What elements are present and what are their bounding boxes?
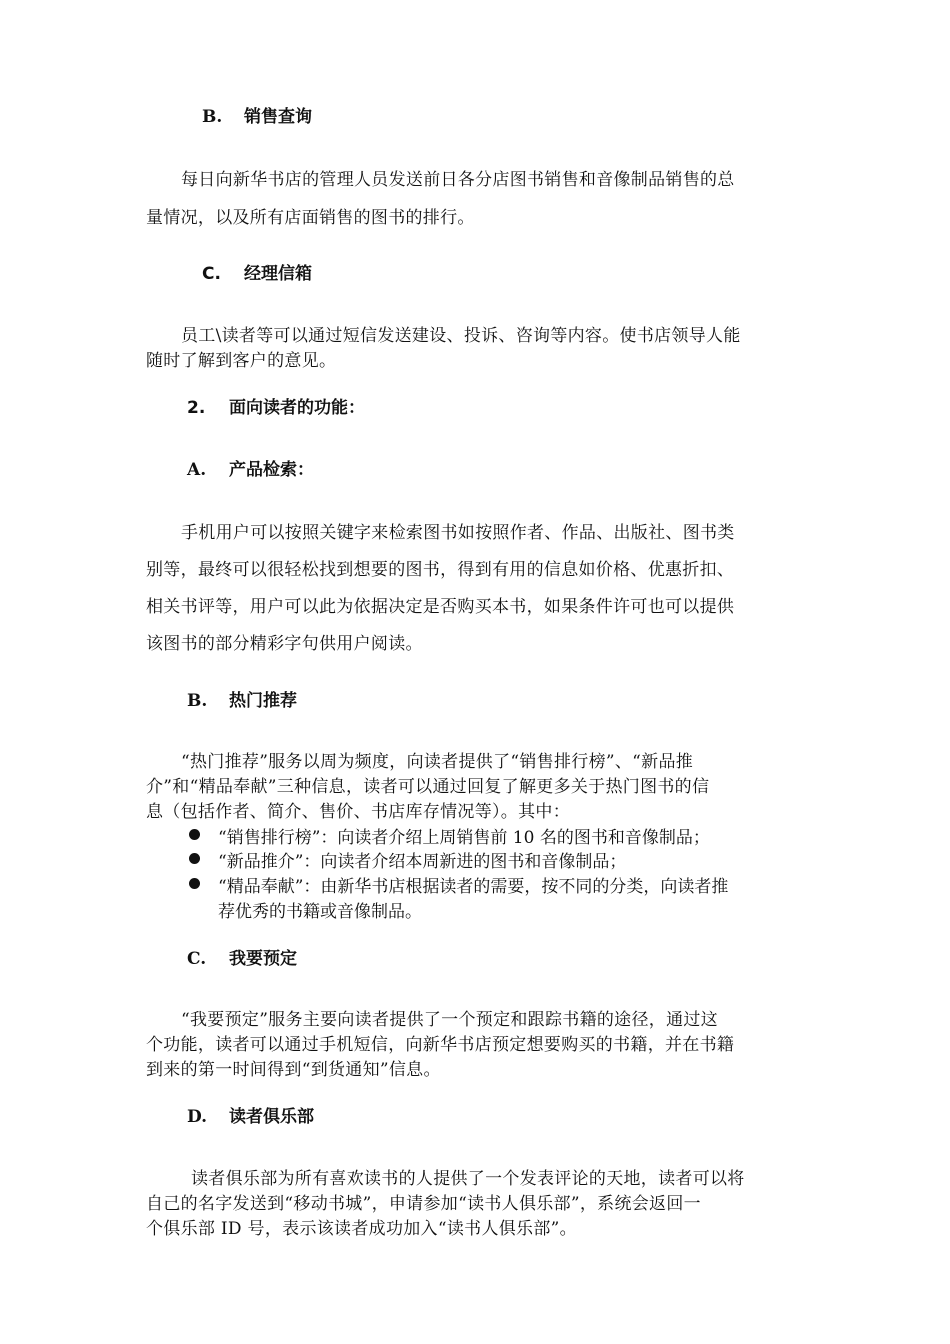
- paragraph-line: 该图书的部分精彩字句供用户阅读。: [146, 634, 423, 654]
- section-heading-sales-query: [202, 102, 312, 127]
- paragraph-line: 别等，最终可以很轻松找到想要的图书，得到有用的信息如价格、优惠折扣、: [146, 560, 735, 580]
- heading-marker: C.: [202, 264, 221, 284]
- heading-marker: A.: [187, 460, 207, 480]
- section-heading-hot-recommend: [187, 686, 297, 711]
- paragraph-line: 员工\读者等可以通过短信发送建设、投诉、咨询等内容。使书店领导人能: [181, 326, 741, 346]
- heading-marker: B.: [202, 107, 223, 127]
- section-heading-product-search: [187, 455, 314, 480]
- bullet-item: “新品推介”：向读者介绍本周新进的图书和音像制品；: [218, 852, 627, 872]
- paragraph-line: “热门推荐”服务以周为频度，向读者提供了“销售排行榜”、“新品推: [181, 752, 694, 772]
- bullet-icon: [189, 829, 200, 840]
- paragraph-line: 相关书评等，用户可以此为依据决定是否购买本书，如果条件许可也可以提供: [146, 597, 735, 617]
- heading-title: 产品检索：: [229, 460, 314, 480]
- paragraph-line: 到来的第一时间得到“到货通知”信息。: [146, 1060, 441, 1080]
- section-heading-manager-mailbox: [202, 259, 312, 284]
- heading-marker: 2.: [187, 398, 206, 418]
- heading-title: 热门推荐: [229, 691, 297, 711]
- section-heading-reserve: [187, 944, 297, 969]
- paragraph-reader-club: [146, 1164, 808, 1239]
- paragraph-line: 随时了解到客户的意见。: [146, 351, 337, 371]
- paragraph-sales-query: [146, 165, 808, 235]
- paragraph-line: 手机用户可以按照关键字来检索图书如按照作者、作品、出版社、图书类: [181, 523, 735, 543]
- paragraph-hot-recommend: [146, 747, 808, 822]
- heading-title: 我要预定: [229, 949, 297, 969]
- heading-title: 经理信箱: [244, 264, 312, 284]
- paragraph-line: 个俱乐部 ID 号，表示该读者成功加入“读书人俱乐部”。: [146, 1219, 577, 1239]
- heading-marker: B.: [187, 691, 208, 711]
- heading-title: 销售查询: [244, 107, 312, 127]
- paragraph-product-search: [146, 518, 808, 658]
- paragraph-line: 个功能，读者可以通过手机短信，向新华书店预定想要购买的书籍，并在书籍: [146, 1035, 735, 1055]
- paragraph-line: “我要预定”服务主要向读者提供了一个预定和跟踪书籍的途径，通过这: [181, 1010, 718, 1030]
- paragraph-manager-mailbox: [146, 321, 808, 371]
- heading-title: 读者俱乐部: [229, 1107, 314, 1127]
- heading-marker: C.: [187, 949, 207, 969]
- paragraph-line: 每日向新华书店的管理人员发送前日各分店图书销售和音像制品销售的总: [181, 170, 735, 190]
- bullet-item-continuation: 荐优秀的书籍或音像制品。: [218, 902, 422, 922]
- paragraph-line: 息（包括作者、简介、售价、书店库存情况等）。其中：: [146, 802, 570, 822]
- bullet-item: “销售排行榜”：向读者介绍上周销售前 10 名的图书和音像制品；: [218, 828, 710, 848]
- section-heading-reader-functions: [187, 393, 365, 418]
- paragraph-line: 介”和“精品奉献”三种信息，读者可以通过回复了解更多关于热门图书的信: [146, 777, 710, 797]
- paragraph-line: 量情况，以及所有店面销售的图书的排行。: [146, 208, 475, 228]
- heading-marker: D.: [187, 1107, 208, 1127]
- paragraph-line: 自己的名字发送到“移动书城”，申请参加“读书人俱乐部”，系统会返回一: [146, 1194, 701, 1214]
- section-heading-reader-club: [187, 1102, 314, 1127]
- heading-title: 面向读者的功能：: [229, 398, 365, 418]
- bullet-icon: [189, 853, 200, 864]
- bullet-item: “精品奉献”：由新华书店根据读者的需要，按不同的分类，向读者推: [218, 877, 729, 897]
- bullet-icon: [189, 878, 200, 889]
- paragraph-line: 读者俱乐部为所有喜欢读书的人提供了一个发表评论的天地，读者可以将: [191, 1169, 745, 1189]
- paragraph-reserve: [146, 1005, 808, 1080]
